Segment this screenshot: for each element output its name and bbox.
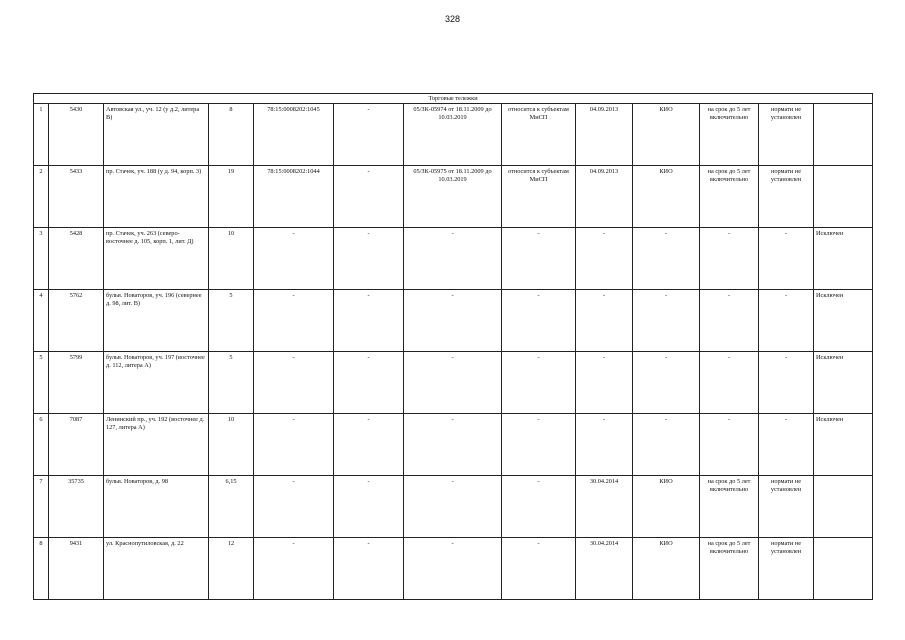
contract-cell: - bbox=[404, 538, 502, 600]
department-cell: КИО bbox=[633, 104, 700, 166]
table-row bbox=[34, 538, 873, 600]
address-cell: бульв. Новаторов, уч. 197 (восточнее д. 112, литера А) bbox=[104, 352, 209, 414]
object-id-cell: 7087 bbox=[49, 414, 104, 476]
object-id-cell: 5428 bbox=[49, 228, 104, 290]
term-cell: на срок до 5 лет включительно bbox=[700, 476, 759, 538]
note-cell bbox=[814, 166, 873, 228]
note-cell: Исключен bbox=[814, 290, 873, 352]
object-id-cell: 5762 bbox=[49, 290, 104, 352]
row-number-cell: 1 bbox=[34, 104, 49, 166]
date-cell: - bbox=[576, 228, 633, 290]
norm-cell: нормати не установлен bbox=[759, 166, 814, 228]
row-number-cell: 6 bbox=[34, 414, 49, 476]
registry-table bbox=[33, 93, 873, 600]
term-cell: на срок до 5 лет включительно bbox=[700, 166, 759, 228]
status-cell: - bbox=[502, 476, 576, 538]
date-cell: 30.04.2014 bbox=[576, 476, 633, 538]
term-cell: на срок до 5 лет включительно bbox=[700, 538, 759, 600]
norm-cell: - bbox=[759, 228, 814, 290]
object-id-cell: 5433 bbox=[49, 166, 104, 228]
status-cell: - bbox=[502, 290, 576, 352]
cadastral-number-cell: 78:15:0008202:1045 bbox=[254, 104, 334, 166]
term-cell: - bbox=[700, 352, 759, 414]
row-number-cell: 8 bbox=[34, 538, 49, 600]
date-cell: 04.09.2013 bbox=[576, 166, 633, 228]
contract-cell: - bbox=[404, 476, 502, 538]
contract-cell: - bbox=[404, 228, 502, 290]
note-cell bbox=[814, 538, 873, 600]
object-id-cell: 9431 bbox=[49, 538, 104, 600]
table-row bbox=[34, 476, 873, 538]
area-cell: 10 bbox=[209, 228, 254, 290]
row-number-cell: 3 bbox=[34, 228, 49, 290]
row-number-cell: 5 bbox=[34, 352, 49, 414]
status-cell: относится к субъектам МиСП bbox=[502, 166, 576, 228]
column-5-cell: - bbox=[334, 166, 404, 228]
address-cell: Ленинский пр., уч. 192 (восточнее д. 127, литера А) bbox=[104, 414, 209, 476]
area-cell: 12 bbox=[209, 538, 254, 600]
address-cell: бульв. Новаторов, уч. 196 (севернее д. 98, лит. В) bbox=[104, 290, 209, 352]
address-cell: пр. Стачек, уч. 263 (северо-восточнее д. 105, корп. 1, лит. Д) bbox=[104, 228, 209, 290]
date-cell: - bbox=[576, 352, 633, 414]
object-id-cell: 5799 bbox=[49, 352, 104, 414]
column-5-cell: - bbox=[334, 104, 404, 166]
term-cell: - bbox=[700, 290, 759, 352]
date-cell: 04.09.2013 bbox=[576, 104, 633, 166]
department-cell: - bbox=[633, 290, 700, 352]
column-5-cell: - bbox=[334, 290, 404, 352]
norm-cell: нормати не установлен bbox=[759, 104, 814, 166]
status-cell: - bbox=[502, 414, 576, 476]
contract-cell: 05/ЗК-05974 от 18.11.2009 до 10.03.2019 bbox=[404, 104, 502, 166]
department-cell: - bbox=[633, 414, 700, 476]
section-title: Торговые тележки bbox=[34, 94, 873, 104]
cadastral-number-cell: - bbox=[254, 476, 334, 538]
object-id-cell: 5430 bbox=[49, 104, 104, 166]
norm-cell: - bbox=[759, 352, 814, 414]
cadastral-number-cell: 78:15:0008202:1044 bbox=[254, 166, 334, 228]
row-number-cell: 4 bbox=[34, 290, 49, 352]
date-cell: - bbox=[576, 290, 633, 352]
norm-cell: - bbox=[759, 290, 814, 352]
area-cell: 6,15 bbox=[209, 476, 254, 538]
area-cell: 19 bbox=[209, 166, 254, 228]
address-cell: ул. Краснопутиловская, д. 22 bbox=[104, 538, 209, 600]
note-cell bbox=[814, 476, 873, 538]
cadastral-number-cell: - bbox=[254, 228, 334, 290]
department-cell: - bbox=[633, 228, 700, 290]
object-id-cell: 35735 bbox=[49, 476, 104, 538]
norm-cell: нормати не установлен bbox=[759, 538, 814, 600]
table-row bbox=[34, 104, 873, 166]
address-cell: Автовская ул., уч. 12 (у д.2, литера В) bbox=[104, 104, 209, 166]
department-cell: КИО bbox=[633, 538, 700, 600]
status-cell: - bbox=[502, 228, 576, 290]
cadastral-number-cell: - bbox=[254, 414, 334, 476]
term-cell: на срок до 5 лет включительно bbox=[700, 104, 759, 166]
area-cell: 5 bbox=[209, 290, 254, 352]
table-row bbox=[34, 228, 873, 290]
address-cell: пр. Стачек, уч. 188 (у д. 94, корп. 3) bbox=[104, 166, 209, 228]
table-row bbox=[34, 352, 873, 414]
department-cell: КИО bbox=[633, 476, 700, 538]
column-5-cell: - bbox=[334, 538, 404, 600]
note-cell bbox=[814, 104, 873, 166]
norm-cell: нормати не установлен bbox=[759, 476, 814, 538]
status-cell: - bbox=[502, 538, 576, 600]
cadastral-number-cell: - bbox=[254, 290, 334, 352]
note-cell: Исключен bbox=[814, 414, 873, 476]
date-cell: 30.04.2014 bbox=[576, 538, 633, 600]
column-5-cell: - bbox=[334, 228, 404, 290]
area-cell: 8 bbox=[209, 104, 254, 166]
contract-cell: - bbox=[404, 414, 502, 476]
department-cell: КИО bbox=[633, 166, 700, 228]
contract-cell: 05/ЗК-05975 от 18.11.2009 до 10.03.2019 bbox=[404, 166, 502, 228]
column-5-cell: - bbox=[334, 476, 404, 538]
term-cell: - bbox=[700, 414, 759, 476]
note-cell: Исключен bbox=[814, 228, 873, 290]
status-cell: относится к субъектам МиСП bbox=[502, 104, 576, 166]
table-row bbox=[34, 166, 873, 228]
term-cell: - bbox=[700, 228, 759, 290]
cadastral-number-cell: - bbox=[254, 352, 334, 414]
table-row bbox=[34, 414, 873, 476]
department-cell: - bbox=[633, 352, 700, 414]
status-cell: - bbox=[502, 352, 576, 414]
area-cell: 5 bbox=[209, 352, 254, 414]
column-5-cell: - bbox=[334, 352, 404, 414]
section-header-row bbox=[34, 94, 873, 104]
cadastral-number-cell: - bbox=[254, 538, 334, 600]
row-number-cell: 2 bbox=[34, 166, 49, 228]
area-cell: 10 bbox=[209, 414, 254, 476]
date-cell: - bbox=[576, 414, 633, 476]
row-number-cell: 7 bbox=[34, 476, 49, 538]
table-row bbox=[34, 290, 873, 352]
address-cell: бульв. Новаторов, д. 98 bbox=[104, 476, 209, 538]
norm-cell: - bbox=[759, 414, 814, 476]
contract-cell: - bbox=[404, 290, 502, 352]
column-5-cell: - bbox=[334, 414, 404, 476]
contract-cell: - bbox=[404, 352, 502, 414]
note-cell: Исключен bbox=[814, 352, 873, 414]
page-number: 328 bbox=[444, 14, 461, 24]
